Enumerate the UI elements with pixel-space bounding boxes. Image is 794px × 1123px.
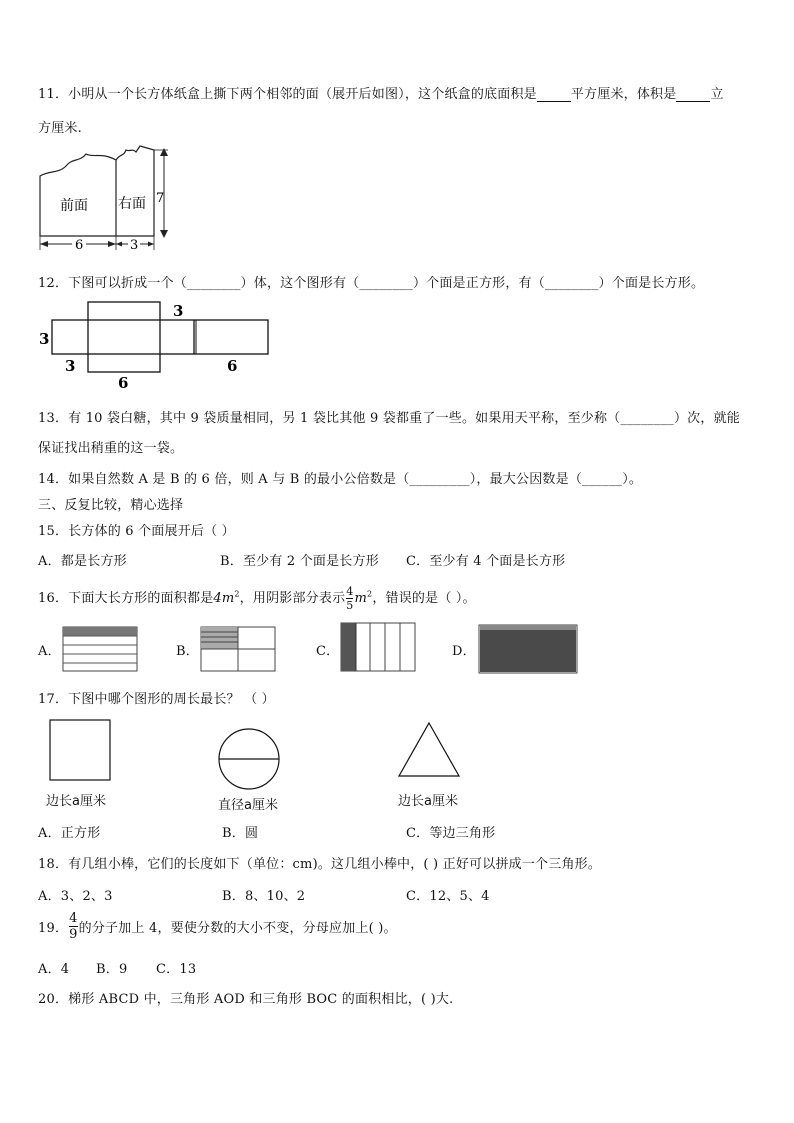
q11-height-label: 7: [156, 191, 165, 206]
q17-caption-triangle: 边长a厘米: [398, 794, 458, 809]
q19-fraction: [69, 912, 77, 941]
q19-number: 19．: [38, 921, 69, 936]
q18-option-a[interactable]: A．3、2、3: [38, 889, 113, 904]
q14-number: 14．: [38, 472, 69, 487]
q16-label-c[interactable]: C．: [316, 644, 340, 659]
q15-text: 长方体的 6 个面展开后（ ）: [68, 524, 235, 539]
q16-label-a[interactable]: A．: [38, 644, 61, 659]
q11-line1: [38, 83, 724, 102]
q12-line: [38, 272, 704, 291]
q17-text: 下图中哪个图形的周长最长？ （ ）: [68, 692, 275, 707]
q16-label-d[interactable]: D．: [452, 644, 476, 659]
q18-text: 有几组小棒，它们的长度如下（单位：cm)。这几组小棒中，( ) 正好可以拼成一个三角形。: [68, 857, 602, 872]
q11-width-label: 6: [75, 238, 84, 253]
q16-area-num: 4: [213, 591, 222, 606]
q12-top-label: 3: [173, 302, 184, 320]
q11-blank-2[interactable]: [676, 101, 710, 102]
q16-unit2: m: [354, 591, 368, 606]
q12-right-label: 6: [227, 357, 238, 375]
q15-number: 15．: [38, 524, 69, 539]
q16-fraction: [346, 586, 353, 611]
q18-number: 18．: [38, 857, 69, 872]
q17-circle-figure: [216, 726, 282, 792]
q12-bottom-left-label: 3: [65, 357, 76, 375]
q14-line: [38, 468, 642, 487]
q20-line: [38, 988, 453, 1007]
q19-fraction-denominator: 9: [69, 927, 78, 942]
q16-fraction-denominator: 5: [346, 599, 354, 612]
q12-text: 下图可以折成一个（________）体，这个图形有（________）个面是正方形，有（________）个面是长方形。: [68, 276, 705, 291]
q15-option-c[interactable]: C．至少有 4 个面是长方形: [406, 554, 566, 569]
q17-option-b[interactable]: B．圆: [222, 826, 259, 841]
q16-text-b: ，用阴影部分表示: [239, 591, 346, 606]
q13-line2: 保证找出稍重的这一袋。: [38, 441, 184, 456]
q15-line: [38, 520, 235, 539]
section-3-title: 三、反复比较，精心选择: [38, 498, 184, 513]
q18-option-b[interactable]: B．8、10、2: [222, 889, 306, 904]
q15-option-b[interactable]: B．至少有 2 个面是长方形: [220, 554, 379, 569]
q11-blank-1[interactable]: [537, 101, 571, 102]
q16-line: [38, 586, 476, 611]
q11-number: 11．: [38, 87, 69, 102]
q11-front-face: [40, 154, 116, 236]
q13-text-line1: 有 10 袋白糖，其中 9 袋质量相同，另 1 袋比其他 9 袋都重了一些。如果用天平称，至少称（________）次，就能: [68, 411, 740, 426]
q18-option-c[interactable]: C．12、5、4: [406, 889, 490, 904]
q11-figure: [36, 144, 176, 256]
q16-option-c-figure[interactable]: [340, 622, 416, 672]
q16-text-c: ，错误的是（ ）。: [372, 591, 476, 606]
q16-area-unit: m: [221, 591, 235, 606]
q19-line: [38, 912, 397, 941]
q16-option-d-figure[interactable]: [478, 624, 578, 674]
q16-text-a: 下面大长方形的面积都是: [68, 591, 214, 606]
q13-number: 13．: [38, 411, 69, 426]
q20-text: 梯形 ABCD 中，三角形 AOD 和三角形 BOC 的面积相比，( )大.: [68, 992, 454, 1007]
q11-line2: 方厘米.: [38, 121, 82, 136]
q16-fraction-numerator: 4: [346, 585, 354, 598]
q12-net-figure: [36, 300, 276, 392]
q11-right-face: [116, 146, 154, 236]
q14-text: 如果自然数 A 是 B 的 6 倍，则 A 与 B 的最小公倍数是（_________），最大公因数是（______）。: [68, 472, 643, 487]
q16-area-exp: 2: [234, 589, 240, 599]
q19-option-c[interactable]: C．13: [156, 962, 197, 977]
q19-option-a[interactable]: A．4: [38, 962, 70, 977]
q16-label-b[interactable]: B．: [176, 644, 199, 659]
q15-option-a[interactable]: A．都是长方形: [38, 554, 127, 569]
q11-right-label: 右面: [118, 195, 146, 211]
q12-left-label: 3: [39, 330, 50, 348]
q18-line: [38, 853, 601, 872]
q20-number: 20．: [38, 992, 69, 1007]
q17-triangle-figure: [396, 720, 462, 780]
q17-number: 17．: [38, 692, 69, 707]
q11-text-a: 小明从一个长方体纸盒上撕下两个相邻的面（展开后如图），这个纸盒的底面积是: [68, 87, 537, 102]
q11-depth-label: 3: [130, 238, 139, 253]
q11-text-c: 立: [710, 87, 724, 102]
q16-exp2: 2: [367, 589, 373, 599]
q17-line: [38, 688, 275, 707]
q16-option-a-figure[interactable]: [62, 626, 138, 672]
q19-option-b[interactable]: B．9: [96, 962, 128, 977]
q13-line1: [38, 407, 740, 426]
q19-text: 的分子加上 4，要使分数的大小不变，分母应加上( )。: [78, 921, 397, 936]
q16-option-b-figure[interactable]: [200, 626, 276, 672]
q16-number: 16．: [38, 591, 69, 606]
q17-option-a[interactable]: A．正方形: [38, 826, 101, 841]
q19-fraction-numerator: 4: [69, 911, 78, 926]
q17-option-c[interactable]: C．等边三角形: [406, 826, 496, 841]
q11-front-label: 前面: [60, 197, 88, 213]
q17-square-figure: [46, 718, 116, 782]
q11-text-b: 平方厘米，体积是: [570, 87, 677, 102]
q12-bottom-mid-label: 6: [118, 374, 129, 392]
q12-number: 12．: [38, 276, 69, 291]
q17-caption-square: 边长a厘米: [46, 794, 106, 809]
q17-caption-circle: 直径a厘米: [218, 798, 278, 813]
